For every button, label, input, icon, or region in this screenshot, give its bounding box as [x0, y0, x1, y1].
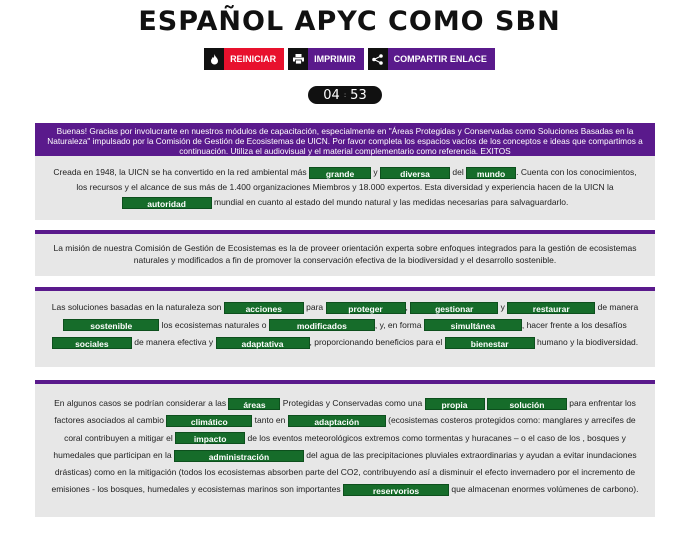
timer-separator: : [343, 91, 347, 99]
text-segment: Las soluciones basadas en la naturaleza son [51, 302, 224, 312]
fire-icon [204, 48, 224, 70]
blank-adaptacion[interactable]: adaptación [288, 415, 386, 427]
blank-propia[interactable]: propia [425, 398, 485, 410]
blank-acciones[interactable]: acciones [224, 302, 304, 314]
text-segment: En algunos casos se podrían considerar a las [54, 398, 229, 408]
blank-autoridad[interactable]: autoridad [122, 197, 212, 209]
text-segment: para enfrentar los factores asociados al cambio [54, 398, 636, 426]
share-link-button[interactable] [368, 48, 495, 70]
countdown-timer [308, 86, 382, 104]
text-segment: y [498, 302, 508, 312]
text-segment: tanto en [252, 415, 288, 426]
timer-seconds: 53 [350, 87, 367, 103]
blank-diversa[interactable]: diversa [380, 167, 450, 179]
text-segment: La misión de nuestra Comisión de Gestión de Ecosistemas es la de proveer orientación experta sobre enfoques integrados para la gestión de ecosistemas naturales y modificados a fin de promover la conservación efectiva de la biodiversidad y el desarrollo sostenible. [53, 243, 637, 265]
blank-solucion[interactable]: solución [487, 398, 567, 410]
blank-reservorios[interactable]: reservorios [343, 484, 449, 496]
text-segment: de manera [595, 302, 639, 312]
intro-banner: Buenas! Gracias por involucrarte en nuestros módulos de capacitación, especialmente en "Áreas Protegidas y Conservadas como Soluciones Basadas en la Naturaleza" impulsado por la Comisión de Gestión de Ecosistemas de UICN. Por favor completa los espacios vacíos de los conceptos e ideas que compartimos a continuación. Utiliza el audiovisual y el material complementario como referencia. EXITOS [35, 123, 655, 158]
blank-sostenible[interactable]: sostenible [63, 319, 159, 331]
blank-modificados[interactable]: modificados [269, 319, 375, 331]
restart-button[interactable] [204, 48, 284, 70]
text-segment: Creada en 1948, la UICN se ha convertido en la red ambiental más [53, 167, 310, 177]
blank-grande[interactable]: grande [309, 167, 371, 179]
text-segment: Protegidas y Conservadas como una [280, 398, 425, 408]
printer-icon [288, 48, 308, 70]
paragraph-mision [35, 230, 655, 276]
text-segment: . Cuenta con los conocimientos, los recursos y el alcance de sus más de 1.400 organizaciones Miembros y 18.000 expertos. Esta diversidad y experiencia hacen de la UICN la [76, 167, 637, 192]
text-segment: para [303, 302, 326, 312]
blank-impacto[interactable]: impacto [175, 432, 245, 444]
toolbar [0, 48, 699, 70]
blank-bienestar[interactable]: bienestar [445, 337, 535, 349]
blank-mundo[interactable]: mundo [466, 167, 516, 179]
print-label: IMPRIMIR [308, 48, 364, 70]
text-segment: , hacer frente a los desafíos [521, 319, 627, 330]
blank-adaptativa[interactable]: adaptativa [216, 337, 310, 349]
restart-label: REINICIAR [224, 48, 284, 70]
text-segment: , y, en forma [374, 319, 424, 330]
share-icon [368, 48, 388, 70]
text-segment: mundial en cuanto al estado del mundo natural y las medidas necesarias para salvaguardarlo. [211, 197, 569, 207]
blank-gestionar[interactable]: gestionar [410, 302, 498, 314]
text-segment: de los eventos meteorológicos extremos como tormentas y huracanes – o el caso de los , bosques y humedales que participan en la [53, 432, 626, 460]
text-segment: que almacenan enormes volúmenes de carbono). [449, 484, 639, 495]
blank-proteger[interactable]: proteger [326, 302, 406, 314]
print-button[interactable] [288, 48, 364, 70]
blank-sociales[interactable]: sociales [52, 337, 132, 349]
text-segment: y [371, 167, 381, 177]
text-segment: los ecosistemas naturales o [159, 319, 269, 330]
text-segment: de manera efectiva y [131, 337, 216, 347]
text-segment: del agua de las precipitaciones pluviales extraordinarias y ayudan a evitar inundaciones drásticas) como en la mitigación (todos los ecosistemas absorben parte del CO2, contribuyendo así a disminuir el efecto invernadero por el incremento de emisiones - los bosques, humedales y ecosistemas marinos son importantes [51, 449, 637, 495]
page-title: ESPAÑOL APYC COMO SBN [138, 6, 561, 37]
paragraph-soluciones [35, 287, 655, 367]
paragraph-areas-protegidas [35, 380, 655, 517]
blank-restaurar[interactable]: restaurar [507, 302, 595, 314]
share-link-label: COMPARTIR ENLACE [388, 48, 495, 70]
blank-simultanea[interactable]: simultánea [424, 319, 522, 331]
text-segment: humano y la biodiversidad. [534, 337, 639, 347]
text-segment: , proporcionando beneficios para el [309, 337, 445, 347]
blank-administracion[interactable]: administración [174, 450, 304, 462]
blank-areas[interactable]: áreas [228, 398, 280, 410]
text-segment: (ecosistemas costeros protegidos como: manglares y arrecifes de coral contribuyen a mitigar el [64, 415, 636, 443]
blank-climatico[interactable]: climático [166, 415, 252, 427]
paragraph-uicn [35, 156, 655, 220]
text-segment: , [405, 302, 411, 312]
text-segment: del [450, 167, 467, 177]
timer-minutes: 04 [323, 87, 340, 103]
